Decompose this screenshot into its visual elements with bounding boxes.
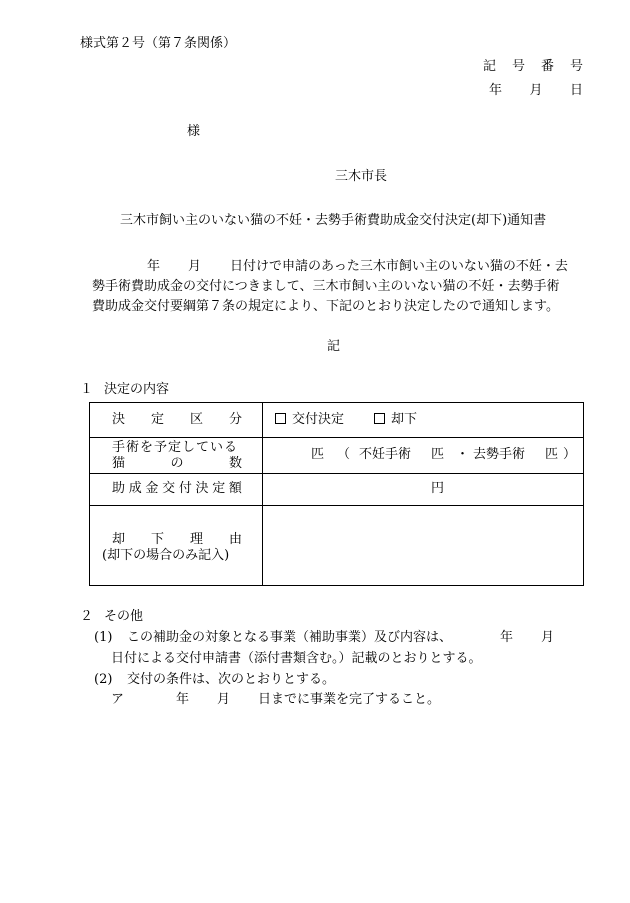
document-title: 三木市飼い主のいない猫の不妊・去勢手術費助成金交付決定(却下)通知書 [120, 213, 547, 228]
approve-label: 交付決定 [292, 412, 345, 427]
spay-label: 不妊手術 [359, 447, 412, 462]
decision-label-cell [90, 403, 263, 437]
label-char: 金 [145, 481, 159, 496]
record-char: 記 [483, 59, 497, 74]
cats-value-cell[interactable] [263, 437, 583, 473]
label-char: 猫 [112, 456, 126, 471]
cats-label-cell [90, 437, 263, 473]
label-char: 決 [112, 412, 126, 427]
amount-label-cell [90, 473, 263, 505]
label-char: 区 [189, 412, 203, 427]
label-char: 決 [195, 481, 209, 496]
date-day: 日 [569, 83, 583, 98]
section-2-number: ２ [80, 609, 94, 624]
section-1-heading: 決定の内容 [104, 382, 170, 397]
item-a-text: 日までに事業を完了すること。 [258, 692, 441, 707]
label-char: 数 [228, 456, 242, 471]
spay-unit: 匹 [431, 447, 445, 462]
cats-label-line2 [112, 457, 242, 470]
date-month: 月 [529, 83, 543, 98]
neuter-label: 去勢手術 [473, 447, 526, 462]
decision-value-cell [263, 403, 583, 437]
item-1-month: 月 [541, 630, 555, 645]
item-a-year: 年 [176, 692, 190, 707]
date-year: 年 [489, 83, 503, 98]
reject-checkbox[interactable] [374, 413, 385, 424]
label-char: 理 [189, 532, 203, 547]
table-row-cats [90, 437, 583, 474]
label-char: 定 [212, 481, 226, 496]
reject-option[interactable] [374, 413, 417, 426]
label-char: 定 [150, 412, 164, 427]
reason-label-cell [90, 505, 263, 585]
table-row-decision [90, 403, 583, 438]
paren-close: ） [563, 447, 577, 462]
item-1-number: (1) [94, 630, 113, 645]
item-2-text: 交付の条件は、次のとおりとする。 [127, 672, 336, 687]
label-char: 付 [178, 481, 192, 496]
paren-open: （ [337, 447, 351, 462]
sender: 三木市長 [335, 169, 388, 184]
section-1-number: １ [80, 382, 94, 397]
body-month: 月 [188, 259, 202, 274]
decision-table [89, 402, 584, 586]
label-char: 下 [150, 532, 164, 547]
record-char: 号 [511, 59, 525, 74]
label-char: 額 [228, 481, 242, 496]
amount-value-cell[interactable] [263, 473, 583, 505]
record-number-label [483, 60, 583, 73]
item-1-text: この補助金の対象となる事業（補助事業）及び内容は、 [127, 630, 453, 645]
ki-mark: 記 [327, 339, 341, 354]
reject-label: 却下 [391, 412, 418, 427]
neuter-unit: 匹 [545, 447, 559, 462]
label-char: 分 [228, 412, 242, 427]
separator-dot: ・ [456, 447, 470, 462]
reason-note: (却下の場合のみ記入) [102, 548, 230, 563]
approve-option[interactable] [275, 413, 344, 426]
body-line-2: 勢手術費助成金の交付につきまして、三木市飼い主のいない猫の不妊・去勢手術 [92, 279, 560, 294]
body-line-3: 費助成金交付要綱第７条の規定により、下記のとおり決定したので通知します。 [92, 299, 559, 314]
cats-label-line1: 手術を予定している [112, 440, 239, 455]
date-label [489, 84, 583, 97]
label-char: 却 [112, 532, 126, 547]
item-2-number: (2) [94, 672, 113, 687]
label-char: 交 [162, 481, 176, 496]
total-cats-unit: 匹 [311, 447, 325, 462]
approve-checkbox[interactable] [275, 413, 286, 424]
body-year: 年 [147, 259, 161, 274]
form-number: 様式第２号（第７条関係） [80, 36, 237, 51]
item-1-year: 年 [500, 630, 514, 645]
label-char: 成 [128, 481, 142, 496]
table-row-reason [90, 505, 583, 585]
reason-value-cell[interactable] [263, 505, 583, 585]
label-char: の [170, 456, 184, 471]
record-char: 号 [569, 59, 583, 74]
label-char: 由 [228, 532, 242, 547]
record-char: 番 [540, 59, 554, 74]
amount-unit: 円 [431, 481, 445, 496]
item-a-month: 月 [217, 692, 231, 707]
item-a-label: ア [111, 692, 125, 707]
body-line-1: 日付けで申請のあった三木市飼い主のいない猫の不妊・去 [230, 259, 568, 274]
item-1-text-2: 日付による交付申請書（添付書類含む。）記載のとおりとする。 [111, 651, 482, 666]
addressee-suffix: 様 [187, 124, 201, 139]
label-char: 助 [112, 481, 126, 496]
section-2-heading: その他 [104, 609, 144, 624]
table-row-amount [90, 473, 583, 506]
